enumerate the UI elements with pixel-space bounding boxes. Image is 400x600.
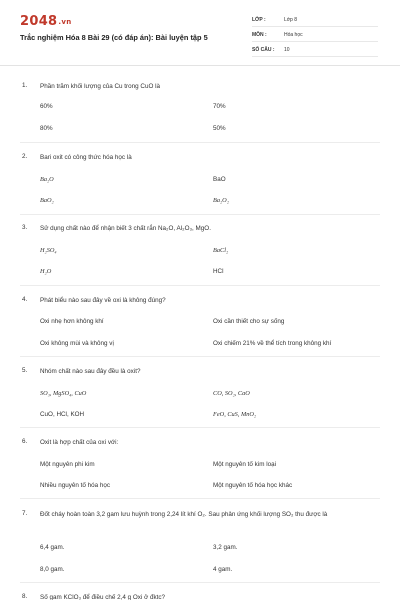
option-b[interactable]: 3,2 gam. (213, 544, 238, 551)
question-divider (20, 427, 380, 428)
option-b[interactable]: Một nguyên tố kim loại (213, 461, 276, 468)
question-number: 1. (22, 82, 28, 89)
option-d[interactable]: Ba₂O₂ (213, 197, 229, 204)
question-divider (20, 285, 380, 286)
question-stem: Phát biểu nào sau đây về oxi là không đúng? (40, 297, 166, 304)
option-d[interactable]: HCl (213, 268, 224, 275)
meta-class (252, 14, 378, 27)
page-title: Trắc nghiệm Hóa 8 Bài 29 (có đáp án): Bài luyện tập 5 (20, 33, 208, 42)
question-number: 2. (22, 153, 28, 160)
option-b[interactable]: BaCl₂ (213, 247, 229, 254)
option-c[interactable]: Nhiều nguyên tố hóa học (40, 482, 111, 489)
option-a[interactable]: Ba₂O (40, 176, 54, 183)
option-c[interactable]: Oxi không mùi và không vị (40, 340, 114, 347)
option-c[interactable]: CuO, HCl, KOH (40, 411, 85, 418)
question-stem: Số gam KClO₃ để điều chế 2,4 g Oxi ở đktc? (40, 594, 165, 600)
meta-subject-label: MÔN : (252, 32, 267, 38)
option-a[interactable]: Một nguyên phi kim (40, 461, 95, 468)
option-c[interactable]: H₂O (40, 268, 52, 275)
question-divider (20, 498, 380, 499)
meta-class-label: LỚP : (252, 17, 266, 23)
option-d[interactable]: Oxi chiếm 21% về thể tích trong không khí (213, 340, 332, 347)
question-stem: Sử dụng chất nào để nhận biết 3 chất rắn Na₂O, Al₂O₃, MgO. (40, 225, 211, 232)
page-header (0, 0, 400, 66)
option-a[interactable]: Oxi nhẹ hơn không khí (40, 318, 104, 325)
option-d[interactable]: Một nguyên tố hóa học khác (213, 482, 293, 489)
option-a[interactable]: 60% (40, 103, 53, 110)
question-stem: Oxit là hợp chất của oxi với: (40, 439, 119, 446)
site-logo[interactable] (20, 14, 72, 29)
meta-count (252, 44, 378, 57)
logo-suffix: .vn (58, 18, 72, 26)
question-number: 3. (22, 224, 28, 231)
option-c[interactable]: 80% (40, 125, 53, 132)
question-divider (20, 214, 380, 215)
option-c[interactable]: BaO₂ (40, 197, 54, 204)
question-number: 8. (22, 593, 28, 600)
meta-subject-value: Hóa học (284, 32, 303, 38)
question-stem: Nhóm chất nào sau đây đều là oxit? (40, 368, 141, 375)
option-a[interactable]: SO₃, MgSO₄, CuO (40, 390, 87, 397)
option-b[interactable]: BaO (213, 176, 226, 183)
option-b[interactable]: CO, SO₂, CaO (213, 390, 250, 397)
logo-text: 2048 (20, 14, 58, 29)
option-b[interactable]: Oxi cần thiết cho sự sống (213, 318, 285, 325)
question-divider (20, 356, 380, 357)
option-d[interactable]: 4 gam. (213, 566, 233, 573)
option-d[interactable]: 50% (213, 125, 226, 132)
option-a[interactable]: H₂SO₄ (40, 247, 57, 254)
question-divider (20, 142, 380, 143)
question-stem: Phần trăm khối lượng của Cu trong CuO là (40, 83, 160, 90)
question-stem: Đốt cháy hoàn toàn 3,2 gam lưu huỳnh trong 2,24 lít khí O₂. Sau phản ứng khối lượng SO₂ thu được là (40, 511, 328, 518)
meta-count-label: SỐ CÂU : (252, 47, 275, 53)
question-number: 4. (22, 296, 28, 303)
question-number: 6. (22, 438, 28, 445)
question-number: 5. (22, 367, 28, 374)
option-c[interactable]: 8,0 gam. (40, 566, 65, 573)
meta-count-value: 10 (284, 47, 290, 53)
option-a[interactable]: 6,4 gam. (40, 544, 65, 551)
option-d[interactable]: FeO, CuS, MnO₂ (213, 411, 257, 418)
question-number: 7. (22, 510, 28, 517)
meta-class-value: Lớp 8 (284, 17, 298, 23)
meta-subject (252, 29, 378, 42)
option-b[interactable]: 70% (213, 103, 226, 110)
question-divider (20, 582, 380, 583)
question-stem: Bari oxit có công thức hóa học là (40, 154, 132, 161)
